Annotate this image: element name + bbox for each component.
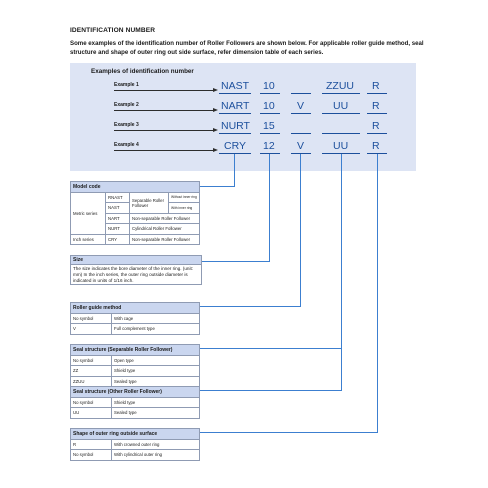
panel-title: Examples of identification number	[91, 68, 194, 75]
size-box	[70, 255, 202, 285]
code-underline	[219, 153, 251, 154]
table-cell: No symbol	[71, 313, 112, 324]
table-cell: ZZUU	[71, 376, 112, 387]
code-underline	[260, 93, 280, 94]
table-cell: Open type	[112, 355, 200, 366]
code-underline	[322, 113, 360, 114]
inch-series-label: Inch series	[71, 234, 106, 245]
example-label: Example 4	[114, 142, 139, 148]
table-header: Shape of outer ring outside surface	[71, 429, 200, 440]
table-cell: Non-separable Roller Follower	[130, 213, 200, 224]
table-cell: ZZ	[71, 366, 112, 377]
arrow-head-icon	[213, 128, 218, 132]
code-underline	[219, 93, 251, 94]
table-cell: Separable Roller Follower	[130, 192, 169, 213]
code-shape: R	[372, 100, 380, 112]
seal-other-table	[70, 386, 200, 419]
table-header: Model code	[71, 182, 200, 193]
connector-line	[300, 154, 301, 307]
table-cell: No symbol	[71, 397, 112, 408]
code-underline	[291, 133, 311, 134]
code-seal: UU	[333, 140, 349, 152]
code-underline	[367, 93, 387, 94]
table-cell: Non-separable Roller Follower	[130, 234, 200, 245]
table-cell: With crowned outer ring	[112, 439, 200, 450]
table-cell: Shield type	[112, 397, 200, 408]
outer-ring-shape-table	[70, 428, 200, 461]
arrow-head-icon	[213, 88, 218, 92]
table-header: Size	[71, 256, 201, 265]
size-description: The size indicates the bore diameter of the inner ring. (unit: mm) In the inch series, the outer ring outside diameter is indicated in units of 1/16 inch.	[73, 266, 194, 283]
table-cell: CRY	[106, 234, 130, 245]
code-underline	[322, 133, 360, 134]
example-label: Example 1	[114, 82, 139, 88]
table-header: Seal structure (Other Roller Follower)	[71, 387, 200, 398]
arrow-head-icon	[213, 108, 218, 112]
code-size: 10	[263, 100, 275, 112]
code-underline	[367, 133, 387, 134]
code-underline	[291, 93, 311, 94]
code-guide: V	[297, 100, 305, 112]
arrow-line	[114, 90, 214, 91]
code-seal: UU	[333, 100, 349, 112]
guide-table	[70, 302, 200, 335]
code-underline	[260, 133, 280, 134]
arrow-line	[114, 130, 214, 131]
table-cell: Full complement type	[112, 324, 200, 335]
code-underline	[260, 153, 280, 154]
table-cell: V	[71, 324, 112, 335]
code-underline	[367, 113, 387, 114]
connector-line	[200, 432, 378, 433]
metric-series-label: Metric series	[71, 192, 106, 234]
code-shape: R	[372, 120, 380, 132]
code-underline	[219, 113, 251, 114]
code-underline	[219, 133, 251, 134]
table-cell: NURT	[106, 224, 130, 235]
connector-line	[200, 348, 342, 349]
example-label: Example 3	[114, 122, 139, 128]
table-cell: Without inner ring	[169, 192, 200, 203]
connector-line	[341, 154, 342, 391]
table-cell: With cylindrical outer ring	[112, 450, 200, 461]
code-underline	[291, 153, 311, 154]
table-cell: R	[71, 439, 112, 450]
table-cell: No symbol	[71, 450, 112, 461]
code-underline	[260, 113, 280, 114]
arrow-head-icon	[213, 148, 218, 152]
code-model: NART	[221, 100, 250, 112]
arrow-line	[114, 110, 214, 111]
connector-line	[377, 154, 378, 433]
table-cell: Cylindrical Roller Follower	[130, 224, 200, 235]
table-header: Roller guide method	[71, 303, 200, 314]
code-model: NAST	[221, 80, 250, 92]
code-underline	[322, 93, 360, 94]
table-cell: NAST	[106, 203, 130, 214]
code-size: 12	[263, 140, 275, 152]
table-cell: Sealed type	[112, 408, 200, 419]
code-guide: V	[297, 140, 305, 152]
table-header: Seal structure (Separable Roller Follower)	[71, 345, 200, 356]
code-underline	[291, 113, 311, 114]
table-cell: With cage	[112, 313, 200, 324]
arrow-line	[114, 150, 214, 151]
page-heading: IDENTIFICATION NUMBER	[70, 27, 156, 34]
connector-line	[269, 154, 270, 262]
code-seal: ZZUU	[326, 80, 354, 92]
table-cell: Shield type	[112, 366, 200, 377]
table-cell: Sealed type	[112, 376, 200, 387]
code-shape: R	[372, 80, 380, 92]
table-cell: No symbol	[71, 355, 112, 366]
seal-separable-table	[70, 344, 200, 387]
example-label: Example 2	[114, 102, 139, 108]
intro-text: Some examples of the identification number of Roller Followers are shown below. For applicable roller guide method, seal structure and shape of outer ring out side surface, refer dimension table of each series.	[70, 40, 424, 56]
model-code-table	[70, 181, 200, 245]
connector-line	[234, 154, 235, 186]
connector-line	[200, 390, 342, 391]
table-cell: NART	[106, 213, 130, 224]
connector-line	[200, 261, 270, 262]
table-cell: RNAST	[106, 192, 130, 203]
code-model: CRY	[224, 140, 246, 152]
code-shape: R	[372, 140, 380, 152]
code-size: 10	[263, 80, 275, 92]
code-model: NURT	[221, 120, 250, 132]
table-cell: UU	[71, 408, 112, 419]
code-size: 15	[263, 120, 275, 132]
table-cell: With inner ring	[169, 203, 200, 214]
connector-line	[200, 186, 235, 187]
connector-line	[200, 306, 301, 307]
